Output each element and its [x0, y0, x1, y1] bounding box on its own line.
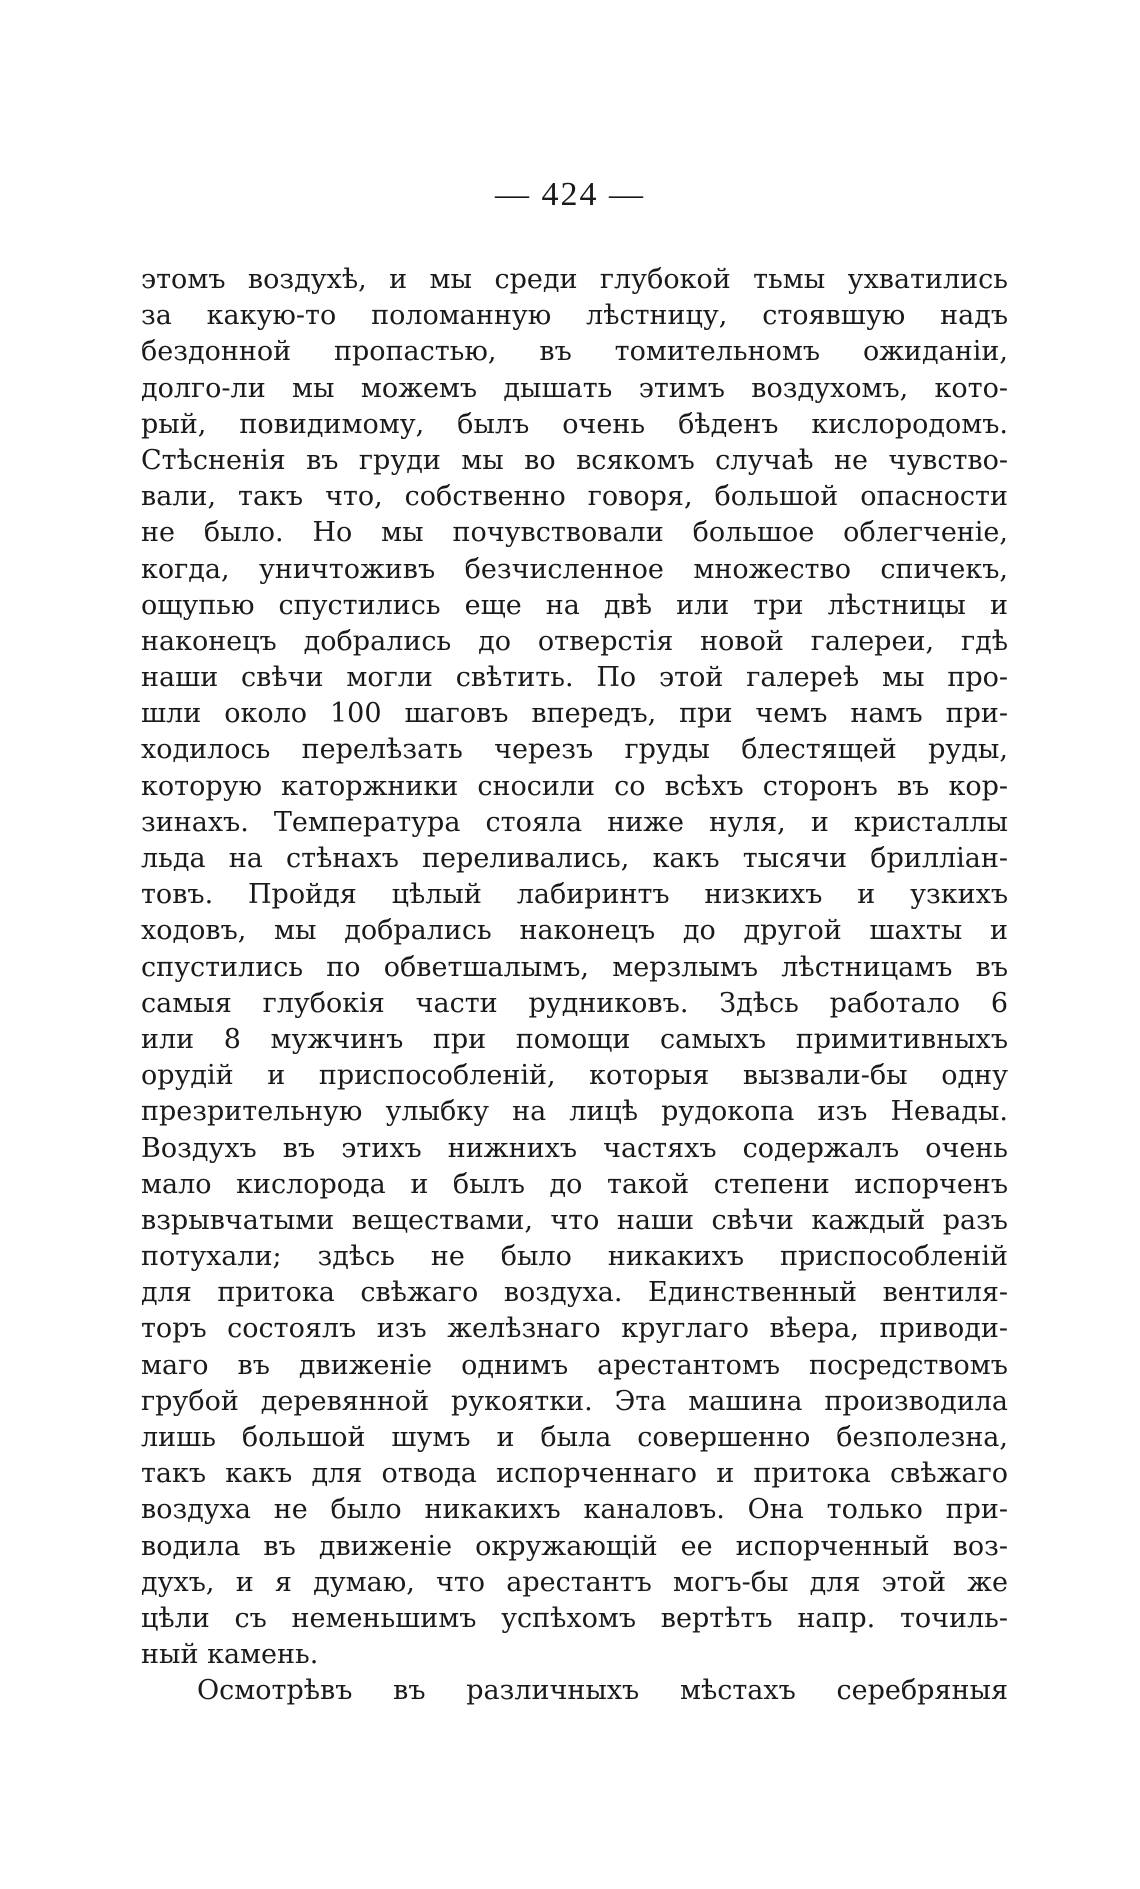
text-line-paragraph-end: ный камень.	[141, 1639, 319, 1671]
text-line: грубой деревянной рукоятки. Эта машина производила	[141, 1385, 1008, 1417]
text-line-paragraph-start: Осмотрѣвъ въ различныхъ мѣстахъ серебряныя	[197, 1675, 1008, 1707]
text-line: долго-ли мы можемъ дышать этимъ воздухомъ, кото-	[141, 372, 1008, 404]
text-line: маго въ движеніе однимъ арестантомъ посредствомъ	[141, 1349, 1008, 1381]
text-line: торъ состоялъ изъ желѣзнаго круглаго вѣера, приводи-	[141, 1313, 1008, 1345]
text-line: когда, уничтоживъ безчисленное множество спичекъ,	[141, 553, 1008, 585]
text-line: рый, повидимому, былъ очень бѣденъ кислородомъ.	[141, 408, 1008, 440]
text-line: бездонной пропастью, въ томительномъ ожиданіи,	[141, 336, 1008, 368]
text-line: наши свѣчи могли свѣтить. По этой галереѣ мы про-	[141, 662, 1008, 694]
text-line: которую каторжники сносили со всѣхъ сторонъ въ кор-	[141, 770, 1008, 802]
text-line: ходовъ, мы добрались наконецъ до другой шахты и	[141, 915, 1008, 947]
text-line: вали, такъ что, собственно говоря, большой опасности	[141, 481, 1008, 513]
text-line: льда на стѣнахъ переливались, какъ тысячи брилліан-	[141, 843, 1008, 874]
text-line: взрывчатыми веществами, что наши свѣчи каждый разъ	[141, 1204, 1008, 1236]
page-number: — 424 —	[495, 176, 645, 213]
body-text	[141, 262, 1008, 1710]
text-line: водила въ движеніе окружающій ее испорченный воз-	[141, 1530, 1008, 1562]
text-line: орудій и приспособленій, которыя вызвали-бы одну	[141, 1060, 1008, 1092]
text-line: спустились по обветшалымъ, мерзлымъ лѣстницамъ въ	[141, 951, 1008, 983]
text-line: Стѣсненія въ груди мы во всякомъ случаѣ не чувство-	[141, 444, 1008, 476]
text-line: цѣли съ неменьшимъ успѣхомъ вертѣтъ напр. точиль-	[141, 1602, 1008, 1634]
text-line: наконецъ добрались до отверстія новой галереи, гдѣ	[141, 625, 1008, 657]
text-line: презрительную улыбку на лицѣ рудокопа изъ Невады.	[141, 1096, 1008, 1128]
text-line: духъ, и я думаю, что арестантъ могъ-бы для этой же	[141, 1566, 1008, 1598]
text-line: ходилось перелѣзать черезъ груды блестящей руды,	[141, 734, 1008, 766]
text-line: за какую-то поломанную лѣстницу, стоявшую надъ	[141, 300, 1008, 332]
text-line: такъ какъ для отвода испорченнаго и притока свѣжаго	[141, 1458, 1008, 1490]
text-line: товъ. Пройдя цѣлый лабиринтъ низкихъ и узкихъ	[141, 879, 1008, 911]
text-line: Воздухъ въ этихъ нижнихъ частяхъ содержалъ очень	[141, 1132, 1008, 1164]
text-line: ощупью спустились еще на двѣ или три лѣстницы и	[141, 589, 1008, 621]
text-line: лишь большой шумъ и была совершенно безполезна,	[141, 1422, 1008, 1453]
text-line: не было. Но мы почувствовали большое облегченіе,	[141, 517, 1008, 549]
text-line: для притока свѣжаго воздуха. Единственный вентиля-	[141, 1277, 1008, 1309]
text-line: воздуха не было никакихъ каналовъ. Она только при-	[141, 1494, 1008, 1526]
text-line: потухали; здѣсь не было никакихъ приспособленій	[141, 1241, 1008, 1273]
text-line: зинахъ. Температура стояла ниже нуля, и кристаллы	[141, 806, 1008, 838]
text-line: этомъ воздухѣ, и мы среди глубокой тьмы ухватились	[141, 264, 1008, 295]
text-line: или 8 мужчинъ при помощи самыхъ примитивныхъ	[141, 1023, 1008, 1055]
text-line: мало кислорода и былъ до такой степени испорченъ	[141, 1168, 1008, 1200]
text-line: шли около 100 шаговъ впередъ, при чемъ намъ при-	[141, 698, 1008, 730]
text-line: самыя глубокія части рудниковъ. Здѣсь работало 6	[141, 987, 1008, 1019]
